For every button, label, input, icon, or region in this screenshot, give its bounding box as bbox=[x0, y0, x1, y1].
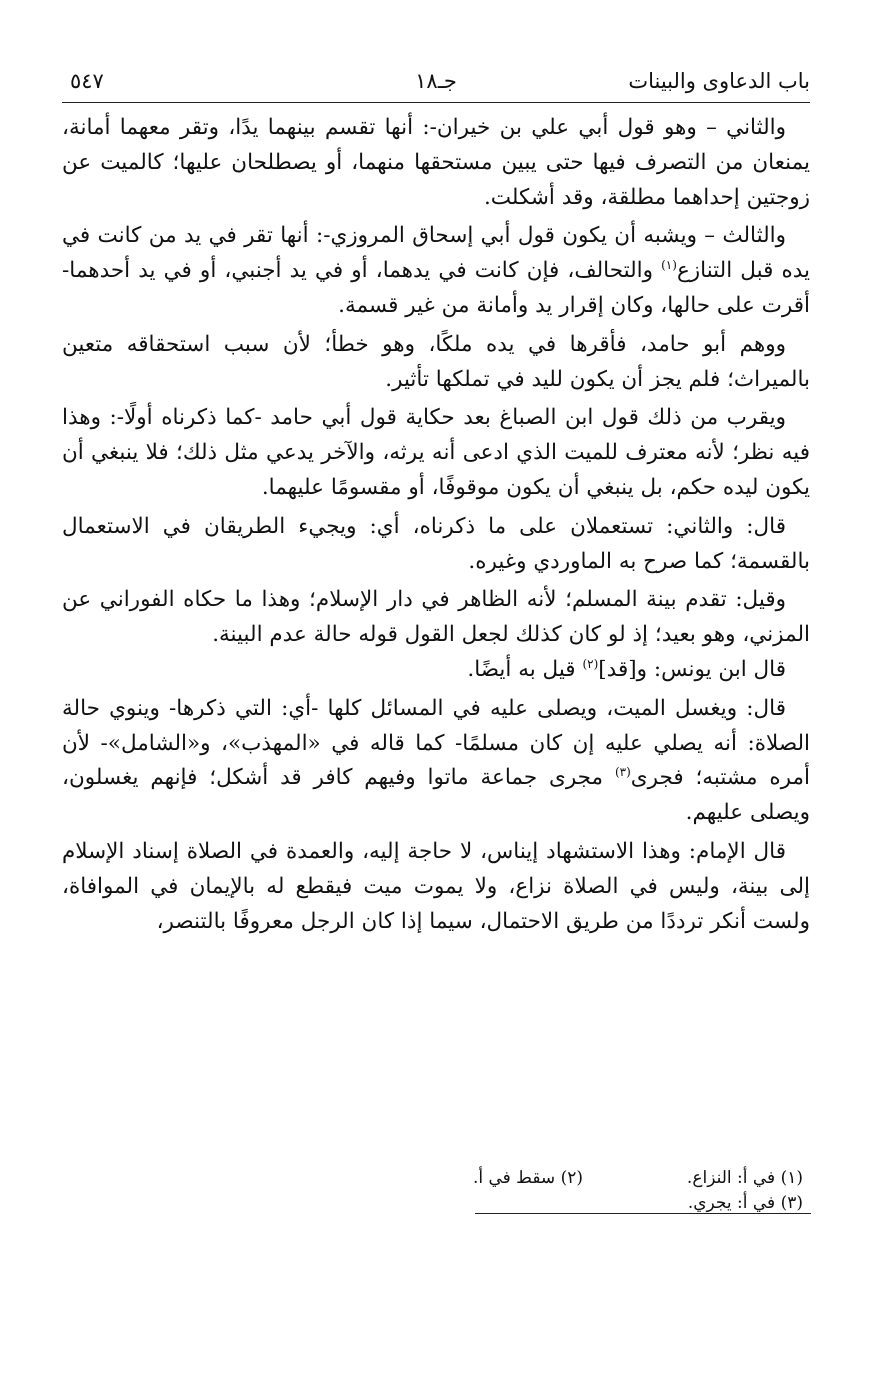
header-rule bbox=[62, 102, 810, 103]
footnote-row bbox=[243, 1191, 803, 1216]
footnotes bbox=[243, 1166, 803, 1216]
paragraph: وقيل: تقدم بينة المسلم؛ لأنه الظاهر في دار الإسلام؛ وهذا ما حكاه الفوراني عن المزني، وهو بعيد؛ إذ لو كان كذلك لجعل القول قوله حالة عدم البينة. bbox=[62, 587, 810, 648]
footnote-marker: (٣) bbox=[614, 765, 631, 780]
volume-label: جـ١٨ bbox=[415, 69, 457, 93]
page-number: ٥٤٧ bbox=[70, 69, 104, 93]
footnote-marker: (٢) bbox=[582, 656, 599, 671]
paragraph: قال الإمام: وهذا الاستشهاد إيناس، لا حاجة إليه، والعمدة في الصلاة إسناد الإسلام إلى بينة، وليس في الصلاة نزاع، ولا يموت ميت فيقطع له بالإيمان في الموافاة، ولست أنكر ترددًا من طريق الاحتمال، سيما إذا كان الرجل معروفًا بالتنصر، bbox=[62, 838, 810, 934]
paragraph: قال: ويغسل الميت، ويصلى عليه في المسائل كلها -أي: التي ذكرها- وينوي حالة الصلاة: أنه يصلي عليه إن كان مسلمًا- كما قاله في «المهذب»، و«الشامل»- لأن أمره مشتبه؛ فجرى$^{(٣)}$ مجرى جماعة ماتوا وفيهم كافر قد أشكل؛ فإنهم يغسلون، ويصلى عليهم. bbox=[62, 695, 810, 826]
footnote: (٣) في أ: يجري. bbox=[687, 1193, 803, 1213]
paragraph: قال ابن يونس: و[قد]$^{(٢)}$ قيل به أيضًا. bbox=[467, 656, 786, 682]
paragraph: ويقرب من ذلك قول ابن الصباغ بعد حكاية قول أبي حامد -كما ذكرناه أولًا-: وهذا فيه نظر؛ لأنه معترف للميت الذي ادعى أنه يرثه، والآخر يدعي مثل ذلك؛ فلا ينبغي أن يكون ليده حكم، بل ينبغي أن يكون موقوفًا، أو مقسومًا عليهما. bbox=[62, 405, 810, 500]
footnote-marker: (١) bbox=[661, 258, 677, 273]
paragraph: قال: والثاني: تستعملان على ما ذكرناه، أي: ويجيء الطريقان في الاستعمال بالقسمة؛ كما صرح به الماوردي وغيره. bbox=[62, 513, 810, 574]
paragraph: والثاني – وهو قول أبي علي بن خيران-: أنها تقسم بينهما يدًا، وتقر معهما أمانة، يمنعان من التصرف فيها حتى يبين مستحقها منهما، أو يصطلحان عليها؛ كالميت عن زوجتين إحداهما مطلقة، وقد أشكلت. bbox=[62, 115, 810, 210]
footnote: (١) في أ: النزاع. bbox=[686, 1168, 803, 1188]
running-head bbox=[62, 60, 810, 102]
footnote: (٢) سقط في أ. bbox=[472, 1168, 583, 1188]
chapter-title: باب الدعاوى والبينات bbox=[628, 69, 810, 93]
body-text bbox=[62, 111, 810, 939]
paragraph: والثالث – ويشبه أن يكون قول أبي إسحاق المروزي-: أنها تقر في يد من كانت في يده قبل التنازع$^{(١)}$ والتحالف، فإن كانت في يدهما، أو في يد أجنبي، أو في يد أحدهما- أقرت على حالها، وكان إقرار يد وأمانة من غير قسمة. bbox=[62, 223, 811, 318]
paragraph: ووهم أبو حامد، فأقرها في يده ملكًا، وهو خطأ؛ لأن سبب استحقاقه متعين بالميراث؛ فلم يجز أن يكون لليد في تملكها تأثير. bbox=[62, 331, 810, 392]
footnote-row bbox=[243, 1166, 803, 1191]
document-page bbox=[62, 60, 810, 939]
